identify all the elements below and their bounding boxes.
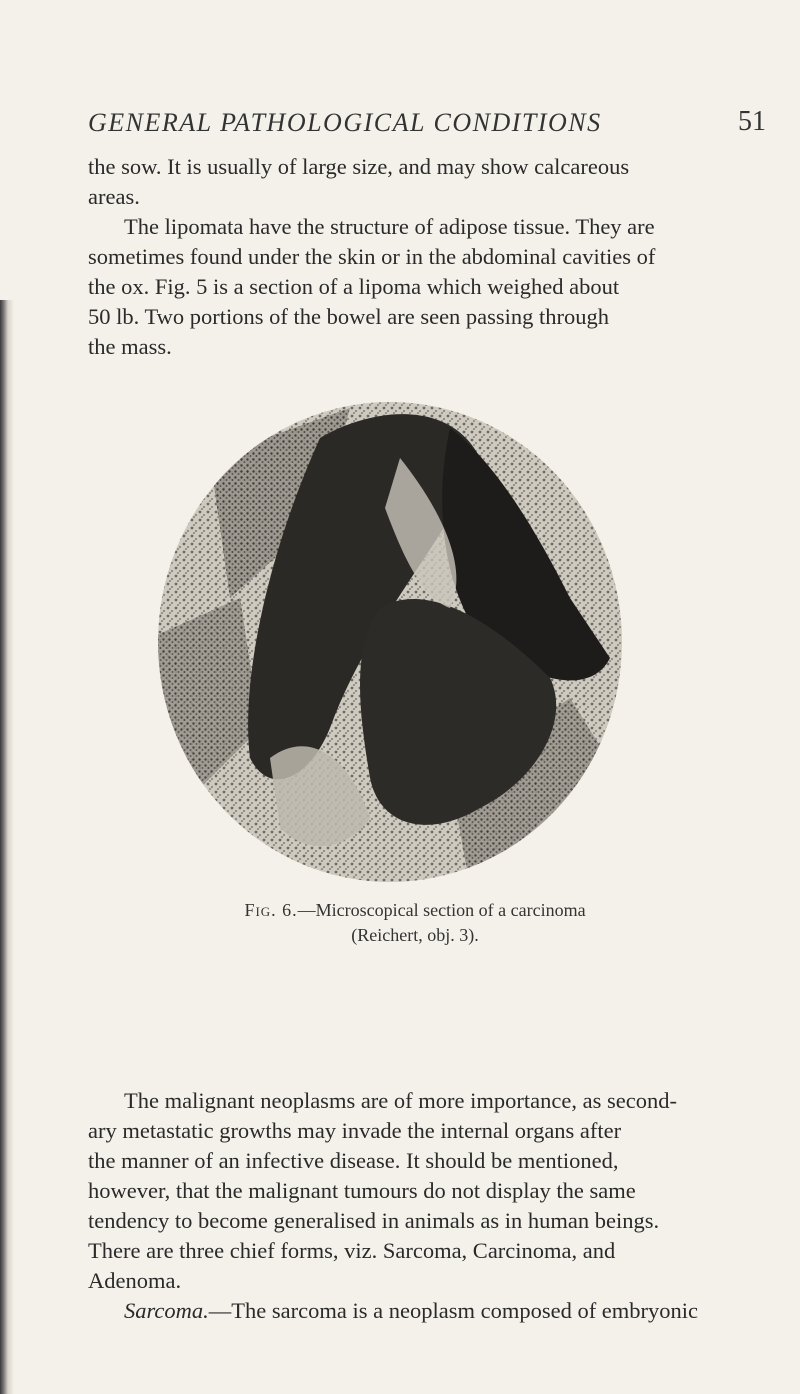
paragraph-bottom <box>88 1086 768 1326</box>
text-line <box>88 1296 768 1326</box>
text-line: the mass. <box>88 334 172 359</box>
running-title: GENERAL PATHOLOGICAL CONDITIONS <box>88 108 602 137</box>
text-line: areas. <box>88 184 140 209</box>
paragraph-top <box>88 152 768 362</box>
text-line: tendency to become generalised in animals as in human beings. <box>88 1208 660 1233</box>
text-line: There are three chief forms, viz. Sarcoma, Carcinoma, and <box>88 1238 616 1263</box>
page-number: 51 <box>738 106 766 137</box>
text-line: 50 lb. Two portions of the bowel are seen passing through <box>88 304 610 329</box>
figure-microscopic-section <box>150 398 630 886</box>
text-line: The malignant neoplasms are of more importance, as second- <box>124 1088 677 1113</box>
figure-caption <box>150 898 680 948</box>
section-term: Sarcoma. <box>124 1298 209 1323</box>
text-line: sometimes found under the skin or in the abdominal cavities of <box>88 244 656 269</box>
page-binding-shadow <box>0 300 14 1394</box>
caption-source: (Reichert, obj. 3). <box>351 925 479 945</box>
text-line: the sow. It is usually of large size, and may show calcareous <box>88 154 630 179</box>
text-line: The lipomata have the structure of adipose tissue. They are <box>124 214 655 239</box>
text-line: however, that the malignant tumours do not display the same <box>88 1178 636 1203</box>
text-line: Adenoma. <box>88 1268 182 1293</box>
caption-text: —Microscopical section of a carcinoma <box>297 900 586 920</box>
text-line: the ox. Fig. 5 is a section of a lipoma which weighed about <box>88 274 620 299</box>
caption-label: Fig. 6. <box>244 900 298 920</box>
text-line: ary metastatic growths may invade the internal organs after <box>88 1118 622 1143</box>
text-line: the manner of an infective disease. It should be mentioned, <box>88 1148 619 1173</box>
carcinoma-section-image <box>150 398 630 886</box>
section-text: —The sarcoma is a neoplasm composed of embryonic <box>208 1298 699 1323</box>
